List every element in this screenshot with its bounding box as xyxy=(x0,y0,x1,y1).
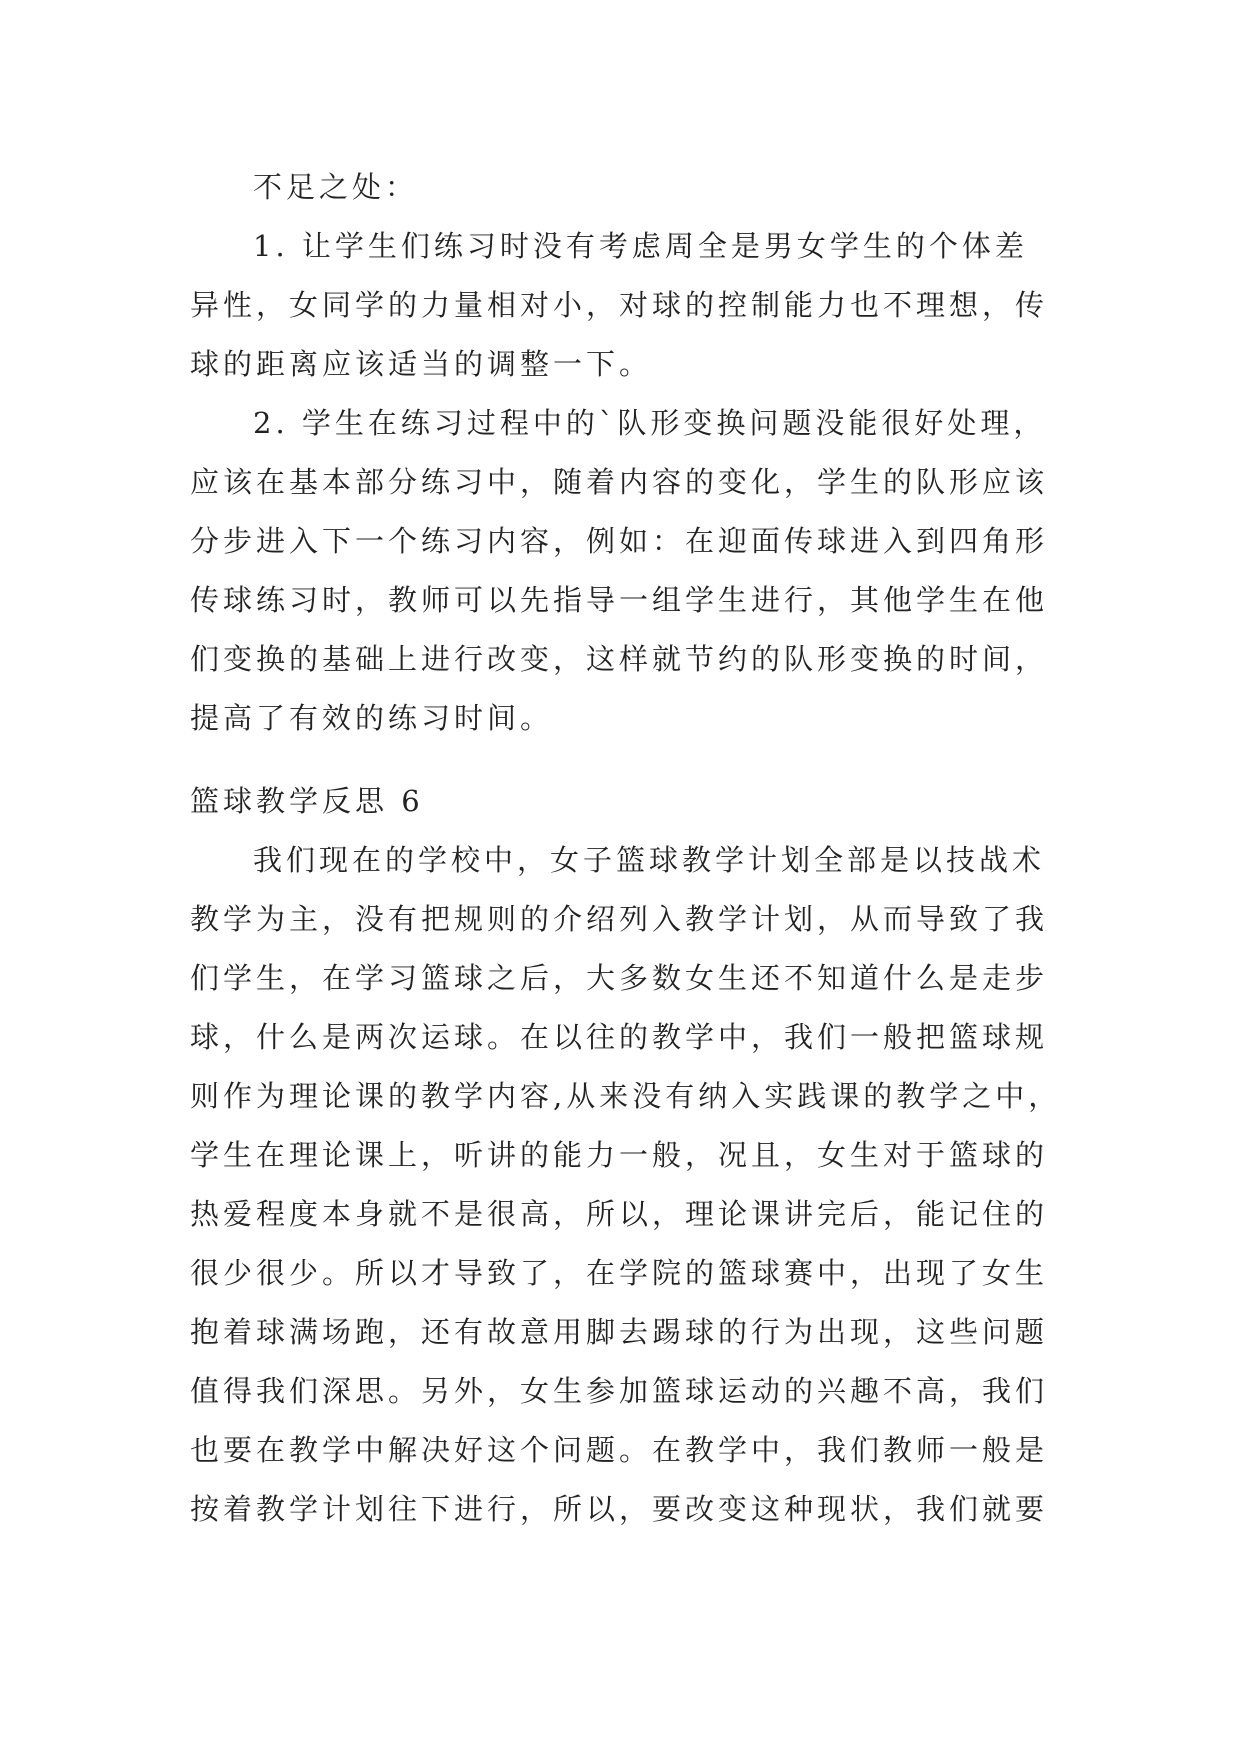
paragraph-line: 值得我们深思。另外，女生参加篮球运动的兴趣不高，我们 xyxy=(190,1374,1049,1408)
section-heading: 不足之处： xyxy=(253,170,419,204)
paragraph-line: 热爱程度本身就不是很高，所以，理论课讲完后，能记住的 xyxy=(190,1197,1049,1231)
paragraph-line: 异性，女同学的力量相对小，对球的控制能力也不理想，传 xyxy=(190,288,1049,322)
paragraph-line: 2. 学生在练习过程中的`队形变换问题没能很好处理， xyxy=(253,406,1047,440)
paragraph-line: 1. 让学生们练习时没有考虑周全是男女学生的个体差 xyxy=(253,229,1028,263)
paragraph-line: 教学为主，没有把规则的介绍列入教学计划，从而导致了我 xyxy=(190,902,1049,936)
paragraph-line: 抱着球满场跑，还有故意用脚去踢球的行为出现，这些问题 xyxy=(190,1315,1049,1349)
paragraph-line: 们学生，在学习篮球之后，大多数女生还不知道什么是走步 xyxy=(190,961,1049,995)
paragraph-line: 我们现在的学校中，女子篮球教学计划全部是以技战术 xyxy=(253,843,1046,877)
paragraph-line: 很少很少。所以才导致了，在学院的篮球赛中，出现了女生 xyxy=(190,1256,1049,1290)
shortcoming-item-1 xyxy=(190,217,1060,394)
paragraph-line: 学生在理论课上，听讲的能力一般，况且，女生对于篮球的 xyxy=(190,1138,1049,1172)
paragraph-line: 则作为理论课的教学内容,从来没有纳入实践课的教学之中， xyxy=(190,1079,1062,1113)
paragraph-line: 球，什么是两次运球。在以往的教学中，我们一般把篮球规 xyxy=(190,1020,1049,1054)
reflection-body xyxy=(190,831,1060,1539)
reflection-section xyxy=(190,772,1060,1539)
paragraph-line: 应该在基本部分练习中，随着内容的变化，学生的队形应该 xyxy=(190,465,1049,499)
shortcoming-item-2 xyxy=(190,394,1060,748)
paragraph-line: 传球练习时，教师可以先指导一组学生进行，其他学生在他 xyxy=(190,583,1049,617)
paragraph-line: 按着教学计划往下进行，所以，要改变这种现状，我们就要 xyxy=(190,1492,1049,1526)
paragraph-line: 们变换的基础上进行改变，这样就节约的队形变换的时间， xyxy=(190,642,1049,676)
paragraph-line: 也要在教学中解决好这个问题。在教学中，我们教师一般是 xyxy=(190,1433,1049,1467)
paragraph-line: 提高了有效的练习时间。 xyxy=(190,701,554,735)
paragraph-line: 球的距离应该适当的调整一下。 xyxy=(190,347,653,381)
shortcomings-section xyxy=(190,158,1060,748)
section-title: 篮球教学反思 6 xyxy=(190,784,424,818)
paragraph-line: 分步进入下一个练习内容，例如：在迎面传球进入到四角形 xyxy=(190,524,1049,558)
